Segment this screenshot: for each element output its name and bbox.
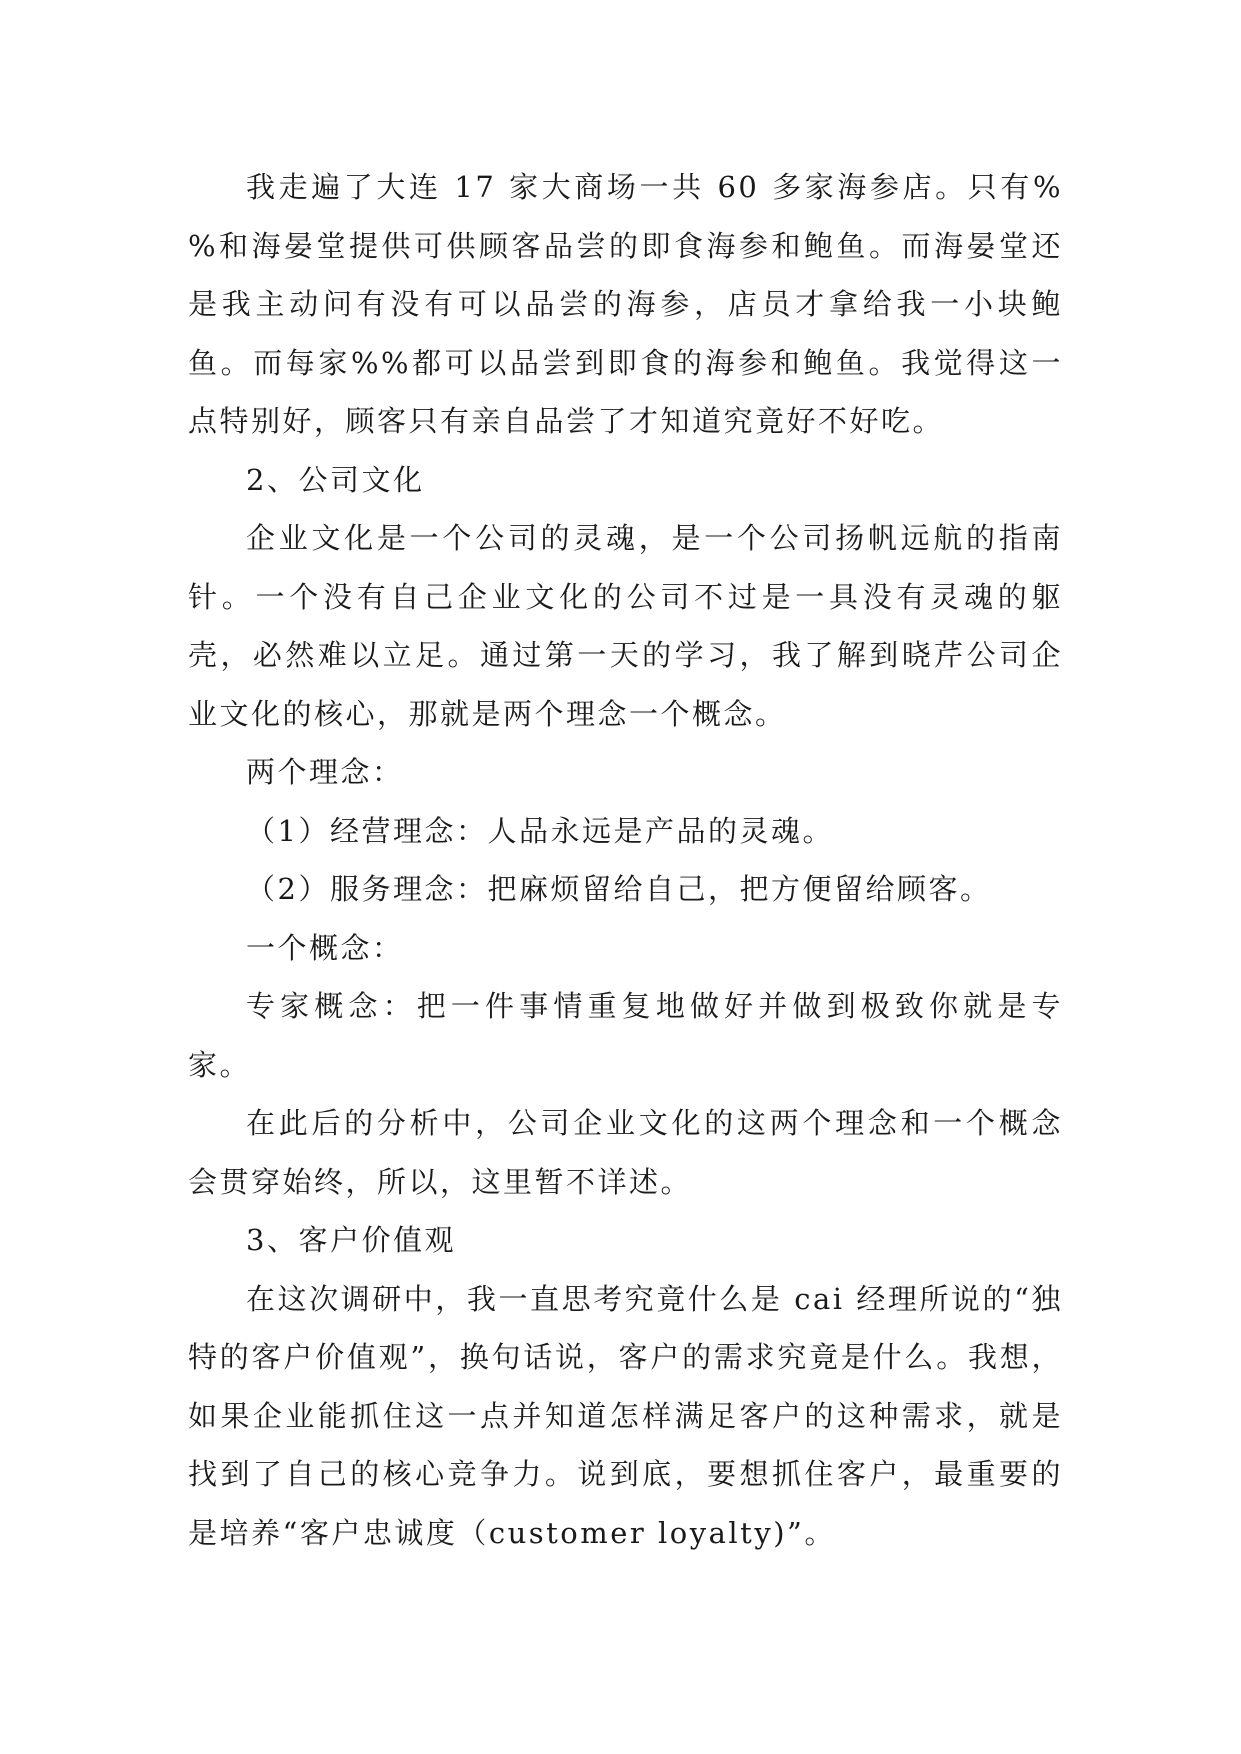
paragraph-analysis-note: 在此后的分析中，公司企业文化的这两个理念和一个概念会贯穿始终，所以，这里暂不详述。 [188, 1106, 1063, 1199]
paragraph-expert-concept: 专家概念：把一件事情重复地做好并做到极致你就是专家。 [188, 989, 1063, 1082]
paragraph-customer-value: 在这次调研中，我一直思考究竟什么是 cai 经理所说的“独特的客户价值观”，换句话说，客户的需求究竟是什么。我想，如果企业能抓住这一点并知道怎样满足客户的这种需求，就是找到了自己的核心竞争力。说到底，要想抓住客户，最重要的是培养“客户忠诚度（customer loyalty)”。 [188, 1281, 1063, 1550]
paragraph-tasting: 我走遍了大连 17 家大商场一共 60 多家海参店。只有%%和海晏堂提供可供顾客品尝的即食海参和鲍鱼。而海晏堂还是我主动问有没有可以品尝的海参，店员才拿给我一小块鲍鱼。而每家%%都可以品尝到即食的海参和鲍鱼。我觉得这一点特别好，顾客只有亲自品尝了才知道究竟好不好吃。 [188, 170, 1063, 438]
paragraph-two-concepts-label: 两个理念： [246, 755, 404, 789]
paragraph-one-concept-label: 一个概念： [246, 930, 404, 965]
list-item-service-concept: （2）服务理念：把麻烦留给自己，把方便留给顾客。 [246, 872, 992, 906]
paragraph-culture-intro: 企业文化是一个公司的灵魂，是一个公司扬帆远航的指南针。一个没有自己企业文化的公司不过是一具没有灵魂的躯壳，必然难以立足。通过第一天的学习，我了解到晓芹公司企业文化的核心，那就是两个理念一个概念。 [188, 521, 1063, 731]
section-heading-customer-value: 3、客户价值观 [246, 1223, 456, 1257]
list-item-business-concept: （1）经营理念：人品永远是产品的灵魂。 [246, 813, 834, 848]
section-heading-company-culture: 2、公司文化 [246, 462, 425, 497]
document-body [188, 158, 1063, 1562]
